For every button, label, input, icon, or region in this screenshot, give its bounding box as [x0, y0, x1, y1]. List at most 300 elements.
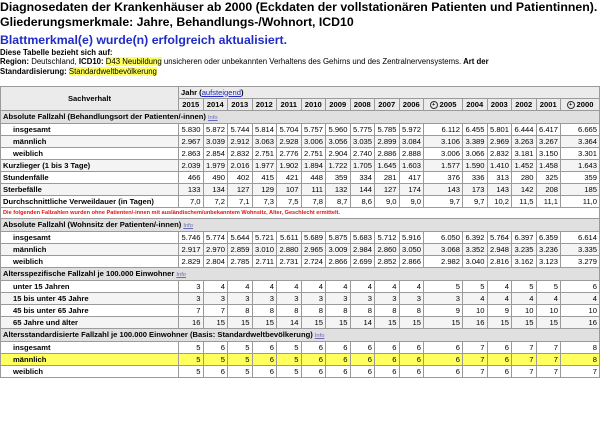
- table-cell: 6.397: [512, 232, 537, 244]
- year-header-2010: [301, 99, 326, 111]
- warning-text: Die folgenden Fallzahlen wurden ohne Patienten/-innen mit ausländischem/unbekanntem Wohnsitz, Alter, Geschlecht ermittelt.: [1, 208, 600, 219]
- section-header-row: [1, 268, 600, 281]
- table-cell: 6.417: [536, 124, 561, 136]
- table-cell: 7,0: [179, 196, 204, 208]
- data-table: [0, 86, 600, 378]
- table-cell: 2.711: [252, 256, 277, 268]
- table-cell: 3.040: [463, 256, 488, 268]
- table-cell: 2.832: [228, 148, 253, 160]
- year-label: 2001: [539, 99, 557, 109]
- table-cell: 8: [561, 342, 600, 354]
- table-cell: 5.746: [179, 232, 204, 244]
- table-cell: 2.860: [375, 244, 400, 256]
- sort-ascending-link[interactable]: aufsteigend: [201, 87, 241, 97]
- column-header-sachverhalt: [1, 87, 179, 111]
- table-cell: 2.967: [179, 136, 204, 148]
- year-header-2001: [536, 99, 561, 111]
- table-cell: 313: [487, 172, 512, 184]
- year-label: 2003: [490, 99, 508, 109]
- table-cell: 4: [463, 293, 488, 305]
- table-cell: 3.066: [463, 148, 488, 160]
- table-cell: 5.764: [487, 232, 512, 244]
- table-cell: 415: [252, 172, 277, 184]
- table-cell: 4: [487, 281, 512, 293]
- table-cell: 334: [350, 172, 375, 184]
- table-cell: 3.063: [252, 136, 277, 148]
- table-cell: 5.611: [277, 232, 302, 244]
- info-link[interactable]: Info: [183, 222, 193, 229]
- table-cell: 10: [463, 305, 488, 317]
- table-cell: 421: [277, 172, 302, 184]
- region-info: [0, 57, 600, 76]
- table-cell: 3: [326, 293, 351, 305]
- table-cell: 2.982: [424, 256, 463, 268]
- table-cell: 2.039: [179, 160, 204, 172]
- section-title: [1, 219, 600, 232]
- table-cell: 144: [350, 184, 375, 196]
- table-cell: 5.872: [203, 124, 228, 136]
- table-cell: 7: [463, 342, 488, 354]
- table-cell: 185: [561, 184, 600, 196]
- table-cell: 3: [399, 293, 424, 305]
- table-cell: 3.106: [424, 136, 463, 148]
- section-header-row: [1, 219, 600, 232]
- table-cell: 5.830: [179, 124, 204, 136]
- table-cell: 7: [536, 354, 561, 366]
- table-cell: 3.352: [463, 244, 488, 256]
- year-header-2004: [463, 99, 488, 111]
- year-header-2015: [179, 99, 204, 111]
- table-cell: 6: [252, 354, 277, 366]
- table-cell: 3.035: [350, 136, 375, 148]
- table-cell: 2.948: [487, 244, 512, 256]
- table-cell: 3.235: [512, 244, 537, 256]
- year-header-2007: [375, 99, 400, 111]
- table-cell: 2.832: [487, 148, 512, 160]
- table-cell: 6: [375, 342, 400, 354]
- table-cell: 2.751: [301, 148, 326, 160]
- table-cell: 5.775: [350, 124, 375, 136]
- table-cell: 16: [463, 317, 488, 329]
- table-cell: 2.016: [228, 160, 253, 172]
- row-label: Stundenfälle: [1, 172, 179, 184]
- table-cell: 6: [350, 342, 375, 354]
- table-cell: 15: [203, 317, 228, 329]
- table-cell: 2.863: [179, 148, 204, 160]
- table-cell: 3.010: [252, 244, 277, 256]
- warning-row: [1, 208, 600, 219]
- table-cell: 6.392: [463, 232, 488, 244]
- icd-description: unsicheren oder unbekannten Verhaltens des Gehirns und des Zentralnervensystems.: [161, 57, 462, 66]
- table-cell: 325: [536, 172, 561, 184]
- table-cell: 3.084: [399, 136, 424, 148]
- table-cell: 4: [399, 281, 424, 293]
- collapse-icon[interactable]: +: [567, 101, 575, 109]
- table-cell: 3.236: [536, 244, 561, 256]
- table-cell: 2.928: [277, 136, 302, 148]
- table-cell: 6.050: [424, 232, 463, 244]
- table-cell: 1.458: [536, 160, 561, 172]
- section-title-text: Altersstandardisierte Fallzahl je 100.000 Einwohner (Basis: Standardweltbevölkerung): [3, 329, 313, 339]
- table-row: [1, 124, 600, 136]
- table-cell: 3.267: [536, 136, 561, 148]
- table-cell: 7: [179, 305, 204, 317]
- row-label: weiblich: [1, 148, 179, 160]
- table-cell: 7: [536, 342, 561, 354]
- table-cell: 9: [424, 305, 463, 317]
- table-cell: 1.577: [424, 160, 463, 172]
- table-cell: 3: [252, 293, 277, 305]
- table-cell: 490: [203, 172, 228, 184]
- table-cell: 6: [424, 342, 463, 354]
- table-cell: 5.704: [277, 124, 302, 136]
- table-cell: 2.969: [487, 136, 512, 148]
- table-cell: 1.977: [252, 160, 277, 172]
- row-label: Sterbefälle: [1, 184, 179, 196]
- table-cell: 6: [301, 354, 326, 366]
- table-cell: 7,8: [301, 196, 326, 208]
- year-label: 2007: [378, 99, 396, 109]
- year-header-2008: [350, 99, 375, 111]
- table-cell: 9,0: [375, 196, 400, 208]
- table-cell: 208: [536, 184, 561, 196]
- table-cell: 2.724: [301, 256, 326, 268]
- year-header-2005: [424, 99, 463, 111]
- table-row: [1, 354, 600, 366]
- data-table-wrapper: [0, 86, 600, 438]
- table-cell: 5: [203, 354, 228, 366]
- table-cell: 3.364: [561, 136, 600, 148]
- table-cell: 2.912: [228, 136, 253, 148]
- year-header-2003: [487, 99, 512, 111]
- table-cell: 5: [512, 281, 537, 293]
- table-cell: 3: [179, 281, 204, 293]
- table-cell: 5: [463, 281, 488, 293]
- table-cell: 5: [228, 342, 253, 354]
- table-cell: 417: [399, 172, 424, 184]
- year-label: 2009: [329, 99, 347, 109]
- table-cell: 5.683: [350, 232, 375, 244]
- table-cell: 133: [179, 184, 204, 196]
- table-cell: 6: [301, 342, 326, 354]
- table-cell: 6.444: [512, 124, 537, 136]
- table-cell: 11,5: [512, 196, 537, 208]
- table-cell: 5: [228, 354, 253, 366]
- table-cell: 6: [252, 342, 277, 354]
- table-cell: 5.774: [203, 232, 228, 244]
- table-cell: 1.452: [512, 160, 537, 172]
- table-cell: 142: [512, 184, 537, 196]
- table-cell: 2.965: [301, 244, 326, 256]
- jahr-label: Jahr: [181, 87, 198, 97]
- table-cell: 402: [228, 172, 253, 184]
- table-cell: 3.056: [326, 136, 351, 148]
- table-cell: 3.389: [463, 136, 488, 148]
- table-cell: 7,1: [228, 196, 253, 208]
- table-cell: 6: [301, 366, 326, 378]
- table-cell: 6: [350, 354, 375, 366]
- table-cell: 3.123: [536, 256, 561, 268]
- table-cell: 174: [399, 184, 424, 196]
- update-message: Blattmerkmal(e) wurde(n) erfolgreich aktualisiert.: [0, 33, 288, 47]
- table-row: [1, 172, 600, 184]
- table-cell: 16: [561, 317, 600, 329]
- table-cell: 2.829: [179, 256, 204, 268]
- table-cell: 7: [512, 354, 537, 366]
- table-cell: 6: [487, 342, 512, 354]
- table-cell: 359: [561, 172, 600, 184]
- collapse-icon[interactable]: +: [430, 101, 438, 109]
- row-label: 15 bis unter 45 Jahre: [1, 293, 179, 305]
- table-cell: 5.712: [375, 232, 400, 244]
- table-cell: 2.785: [228, 256, 253, 268]
- column-header-jahr: Jahr (aufsteigend): [179, 87, 600, 99]
- table-cell: 2.880: [277, 244, 302, 256]
- table-cell: 5.972: [399, 124, 424, 136]
- table-cell: 5.644: [228, 232, 253, 244]
- table-cell: 5: [536, 281, 561, 293]
- table-cell: 132: [326, 184, 351, 196]
- table-cell: 5.757: [301, 124, 326, 136]
- table-cell: 10,2: [487, 196, 512, 208]
- table-cell: 3.150: [536, 148, 561, 160]
- table-cell: 10: [536, 305, 561, 317]
- year-header-2006: [399, 99, 424, 111]
- table-cell: 376: [424, 172, 463, 184]
- table-cell: 4: [536, 293, 561, 305]
- year-header-2014: [203, 99, 228, 111]
- table-cell: 1.410: [487, 160, 512, 172]
- table-cell: 2.886: [375, 148, 400, 160]
- table-cell: 5: [277, 342, 302, 354]
- table-cell: 4: [277, 281, 302, 293]
- table-cell: 14: [277, 317, 302, 329]
- table-cell: 8: [350, 305, 375, 317]
- table-cell: 336: [463, 172, 488, 184]
- year-label: 2010: [304, 99, 322, 109]
- section-header-row: [1, 111, 600, 124]
- table-cell: 10: [561, 305, 600, 317]
- table-cell: 2.888: [399, 148, 424, 160]
- table-cell: 2.699: [350, 256, 375, 268]
- table-cell: 5.875: [326, 232, 351, 244]
- table-cell: 1.894: [301, 160, 326, 172]
- table-row: [1, 232, 600, 244]
- row-label: insgesamt: [1, 124, 179, 136]
- year-label: 2006: [402, 99, 420, 109]
- table-cell: 107: [277, 184, 302, 196]
- table-cell: 8: [399, 305, 424, 317]
- table-cell: 7,2: [203, 196, 228, 208]
- table-cell: 9,0: [399, 196, 424, 208]
- table-cell: 11,0: [561, 196, 600, 208]
- row-label: männlich: [1, 354, 179, 366]
- table-cell: 8: [301, 305, 326, 317]
- table-cell: 15: [375, 317, 400, 329]
- table-cell: 1.603: [399, 160, 424, 172]
- table-cell: 2.970: [203, 244, 228, 256]
- art-label: Art der: [461, 57, 489, 66]
- sachverhalt-label: Sachverhalt: [67, 93, 112, 103]
- page-title: [0, 0, 600, 30]
- table-cell: 3.068: [424, 244, 463, 256]
- year-label: 2005: [439, 99, 457, 109]
- table-cell: 2.984: [350, 244, 375, 256]
- year-label: 2004: [466, 99, 484, 109]
- table-cell: 3.263: [512, 136, 537, 148]
- row-label: insgesamt: [1, 232, 179, 244]
- table-cell: 5.814: [252, 124, 277, 136]
- table-cell: 7,3: [252, 196, 277, 208]
- table-cell: 7: [561, 366, 600, 378]
- table-cell: 4: [561, 293, 600, 305]
- table-cell: 2.904: [326, 148, 351, 160]
- table-cell: 5.689: [301, 232, 326, 244]
- section-title-text: Absolute Fallzahl (Wohnsitz der Patienten/-innen): [3, 219, 182, 229]
- row-label: insgesamt: [1, 342, 179, 354]
- std-value: Standardweltbevölkerung: [68, 66, 157, 76]
- table-cell: 3.279: [561, 256, 600, 268]
- table-cell: 8: [326, 305, 351, 317]
- table-cell: 448: [301, 172, 326, 184]
- table-cell: 5.785: [375, 124, 400, 136]
- row-label: weiblich: [1, 256, 179, 268]
- table-cell: 15: [228, 317, 253, 329]
- table-cell: 16: [179, 317, 204, 329]
- info-link[interactable]: Info: [207, 114, 218, 121]
- table-cell: 10: [512, 305, 537, 317]
- table-note: Diese Tabelle bezieht sich auf:: [0, 48, 113, 57]
- table-cell: 1.590: [463, 160, 488, 172]
- table-cell: 4: [252, 281, 277, 293]
- table-cell: 4: [301, 281, 326, 293]
- table-cell: 5: [179, 366, 204, 378]
- row-label: weiblich: [1, 366, 179, 378]
- year-label: 2012: [255, 99, 273, 109]
- table-cell: 6: [424, 366, 463, 378]
- table-cell: 7: [536, 366, 561, 378]
- table-cell: 6: [399, 354, 424, 366]
- std-label: Standardisierung:: [0, 66, 67, 76]
- table-row: [1, 244, 600, 256]
- table-cell: 6: [203, 366, 228, 378]
- table-cell: 15: [326, 317, 351, 329]
- table-cell: 3.050: [399, 244, 424, 256]
- table-cell: 3.039: [203, 136, 228, 148]
- table-cell: 3.162: [512, 256, 537, 268]
- table-cell: 6: [399, 366, 424, 378]
- region-label: Region:: [0, 57, 30, 66]
- table-cell: 5.744: [228, 124, 253, 136]
- table-cell: 3: [350, 293, 375, 305]
- row-label: 45 bis unter 65 Jahre: [1, 305, 179, 317]
- table-row: [1, 184, 600, 196]
- table-cell: 3.006: [424, 148, 463, 160]
- table-row: [1, 160, 600, 172]
- table-cell: 8,6: [350, 196, 375, 208]
- year-label: 2008: [353, 99, 371, 109]
- table-cell: 11,1: [536, 196, 561, 208]
- page-title-line1: Diagnosedaten der Krankenhäuser ab 2000 (Eckdaten der vollstationären Patienten und Patientinnen).: [0, 0, 598, 14]
- table-cell: 129: [252, 184, 277, 196]
- table-cell: 5: [179, 342, 204, 354]
- table-cell: 2.731: [277, 256, 302, 268]
- table-cell: 281: [375, 172, 400, 184]
- section-title-text: Altersspezifische Fallzahl je 100.000 Einwohner: [3, 268, 175, 278]
- icd-label: ICD10:: [78, 57, 104, 66]
- info-link[interactable]: Info: [176, 271, 187, 278]
- table-cell: 4: [375, 281, 400, 293]
- table-cell: 6: [203, 342, 228, 354]
- table-cell: 15: [424, 317, 463, 329]
- table-cell: 1.643: [561, 160, 600, 172]
- table-cell: 6.665: [561, 124, 600, 136]
- table-cell: 15: [512, 317, 537, 329]
- year-label: 2000: [576, 99, 594, 109]
- table-cell: 8: [228, 305, 253, 317]
- table-cell: 6.359: [536, 232, 561, 244]
- table-cell: 5.721: [252, 232, 277, 244]
- table-cell: 6: [399, 342, 424, 354]
- table-cell: 2.751: [252, 148, 277, 160]
- table-cell: 2.804: [203, 256, 228, 268]
- table-cell: 6: [375, 366, 400, 378]
- table-cell: 2.740: [350, 148, 375, 160]
- table-cell: 8: [375, 305, 400, 317]
- table-row: [1, 342, 600, 354]
- table-cell: 3.335: [561, 244, 600, 256]
- table-cell: 6.112: [424, 124, 463, 136]
- table-cell: 6: [487, 366, 512, 378]
- table-cell: 8: [561, 354, 600, 366]
- table-cell: 2.899: [375, 136, 400, 148]
- page-title-line2: Gliederungsmerkmale: Jahre, Behandlungs-/Wohnort, ICD10: [0, 15, 354, 29]
- table-cell: 127: [228, 184, 253, 196]
- table-cell: 5: [424, 281, 463, 293]
- table-row: [1, 305, 600, 317]
- table-cell: 359: [326, 172, 351, 184]
- table-cell: 3: [228, 293, 253, 305]
- table-cell: 5.801: [487, 124, 512, 136]
- table-cell: 280: [512, 172, 537, 184]
- table-cell: 7: [512, 366, 537, 378]
- table-cell: 5: [179, 354, 204, 366]
- table-cell: 9,7: [463, 196, 488, 208]
- table-cell: 15: [536, 317, 561, 329]
- table-cell: 8: [277, 305, 302, 317]
- table-cell: 6: [326, 354, 351, 366]
- row-label: männlich: [1, 136, 179, 148]
- table-cell: 14: [350, 317, 375, 329]
- table-cell: 6: [350, 366, 375, 378]
- table-cell: 7: [512, 342, 537, 354]
- table-cell: 2.866: [399, 256, 424, 268]
- year-label: 2011: [280, 99, 297, 109]
- table-row: [1, 293, 600, 305]
- table-cell: 3.181: [512, 148, 537, 160]
- table-cell: 7,5: [277, 196, 302, 208]
- table-cell: 6.614: [561, 232, 600, 244]
- table-cell: 173: [463, 184, 488, 196]
- section-header-row: [1, 329, 600, 342]
- table-cell: 3.006: [301, 136, 326, 148]
- table-cell: 1.722: [326, 160, 351, 172]
- table-cell: 7: [463, 366, 488, 378]
- row-label: männlich: [1, 244, 179, 256]
- info-link[interactable]: Info: [314, 332, 325, 339]
- table-cell: 3: [301, 293, 326, 305]
- section-title-text: Absolute Fallzahl (Behandlungsort der Patienten/-innen): [3, 111, 206, 121]
